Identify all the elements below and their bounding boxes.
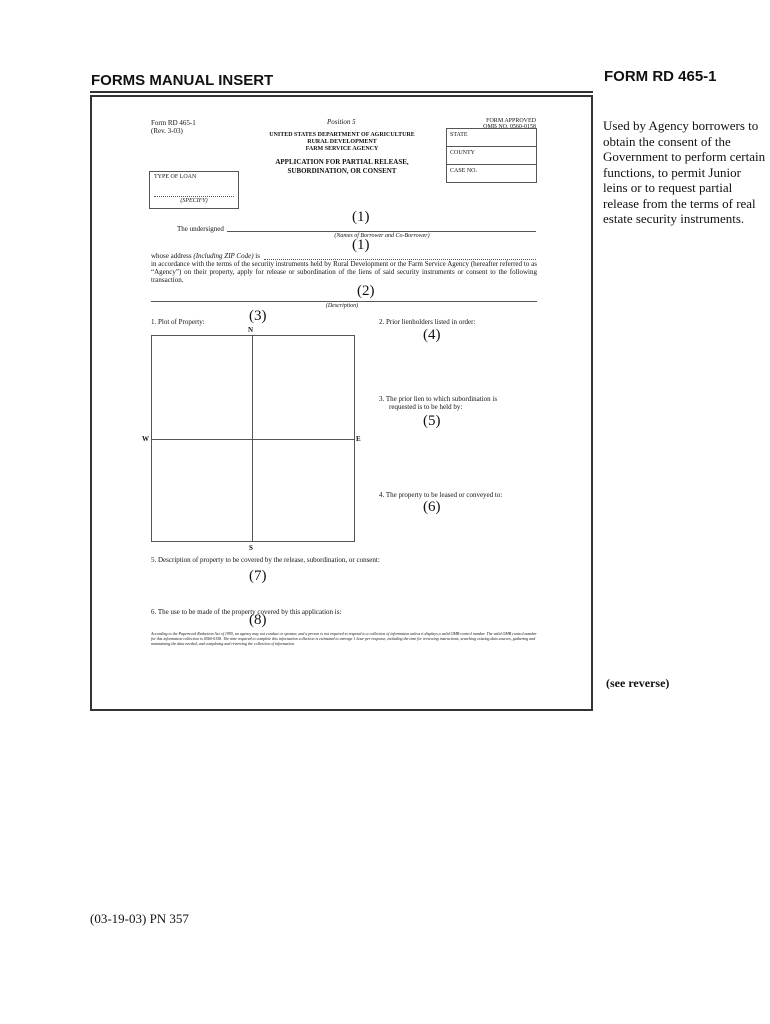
address-prefix: whose address: [151, 252, 194, 260]
type-of-loan-label: TYPE OF LOAN: [154, 174, 197, 180]
marker-6: (6): [423, 499, 441, 515]
loan-type-line: [154, 196, 234, 197]
compass-south: S: [249, 544, 253, 552]
form-description: Used by Agency borrowers to obtain the consent of the Government to perform certain functions, to permit Junior leins or to request partial release from the terms of real estate security instruments.: [603, 118, 766, 226]
marker-3: (3): [249, 308, 267, 324]
marker-1a: (1): [352, 209, 370, 225]
footer-code: (03-19-03) PN 357: [90, 911, 189, 926]
terms-paragraph: in accordance with the terms of the security instruments held by Rural Development or the Farm Service Agency (hereafter referred to as “Agency”) on their property, apply for release or subordination of the liens of said security instruments or consent to the following transaction.: [151, 260, 537, 284]
item-6-label: 6. The use to be made of the property covered by this application is:: [151, 608, 342, 616]
form-position: Position 5: [327, 118, 356, 126]
item-5-label: 5. Description of property to be covered by the release, subordination, or consent:: [151, 556, 380, 564]
compass-east: E: [356, 435, 361, 443]
names-caption: (Names of Borrower and Co-Borrower): [334, 233, 430, 239]
compass-north: N: [248, 326, 254, 334]
plot-label: 1. Plot of Property:: [151, 318, 205, 326]
item-3-label-2: requested is to be held by:: [389, 403, 463, 411]
manual-insert-title: FORMS MANUAL INSERT: [91, 72, 274, 89]
description-caption: (Description): [325, 303, 359, 309]
marker-1b: (1): [352, 237, 370, 253]
form-preview-panel: [90, 95, 593, 711]
form-number-title: FORM RD 465-1: [604, 68, 717, 85]
omb-number: OMB NO. 0560-0158: [483, 124, 536, 130]
form-rev: (Rev. 3-03): [151, 127, 183, 135]
item-3-label-1: 3. The prior lien to which subordination is: [379, 395, 498, 403]
address-label: [151, 252, 260, 260]
form-title-1: APPLICATION FOR PARTIAL RELEASE,: [275, 158, 409, 166]
agency-line-3: FARM SERVICE AGENCY: [305, 146, 379, 152]
compass-west: W: [142, 435, 149, 443]
item-4-label: 4. The property to be leased or conveyed to:: [379, 491, 503, 499]
address-italic: (Including ZIP Code): [193, 252, 254, 260]
specify-caption: (SPECIFY): [180, 198, 208, 204]
paperwork-notice: According to the Paperwork Reduction Act of 1995, an agency may not conduct or sponsor, and a person is not required to respond to a collection of information unless it displays a valid OMB control number. The valid OMB control number for this information collection is 0560-0158. The time required to complete this information collection is estimated to average 1 hour per response, including the time for reviewing instructions, searching existing data sources, gathering and maintaining the data needed, and completing and reviewing the collection of information.: [151, 631, 537, 646]
marker-7: (7): [249, 568, 267, 584]
case-no-label: CASE NO.: [450, 168, 478, 174]
marker-5: (5): [423, 413, 441, 429]
form-id: Form RD 465-1: [151, 119, 196, 127]
box-divider-1: [446, 146, 537, 147]
form-title-2: SUBORDINATION, OR CONSENT: [287, 167, 397, 175]
form-approved: FORM APPROVED: [486, 118, 536, 124]
description-line: [151, 301, 537, 302]
marker-2: (2): [357, 283, 375, 299]
plot-horizontal-axis: [151, 439, 355, 440]
agency-line-1: UNITED STATES DEPARTMENT OF AGRICULTURE: [269, 132, 415, 138]
header-rule: [90, 91, 593, 93]
address-suffix: is: [253, 252, 260, 260]
state-label: STATE: [450, 132, 468, 138]
box-divider-2: [446, 164, 537, 165]
marker-8: (8): [249, 612, 267, 628]
see-reverse-note: (see reverse): [606, 676, 670, 690]
agency-line-2: RURAL DEVELOPMENT: [307, 139, 377, 145]
undersigned-label: The undersigned: [177, 225, 224, 233]
item-2-label: 2. Prior lienholders listed in order:: [379, 318, 476, 326]
marker-4: (4): [423, 327, 441, 343]
names-line: [227, 231, 536, 232]
county-label: COUNTY: [450, 150, 475, 156]
